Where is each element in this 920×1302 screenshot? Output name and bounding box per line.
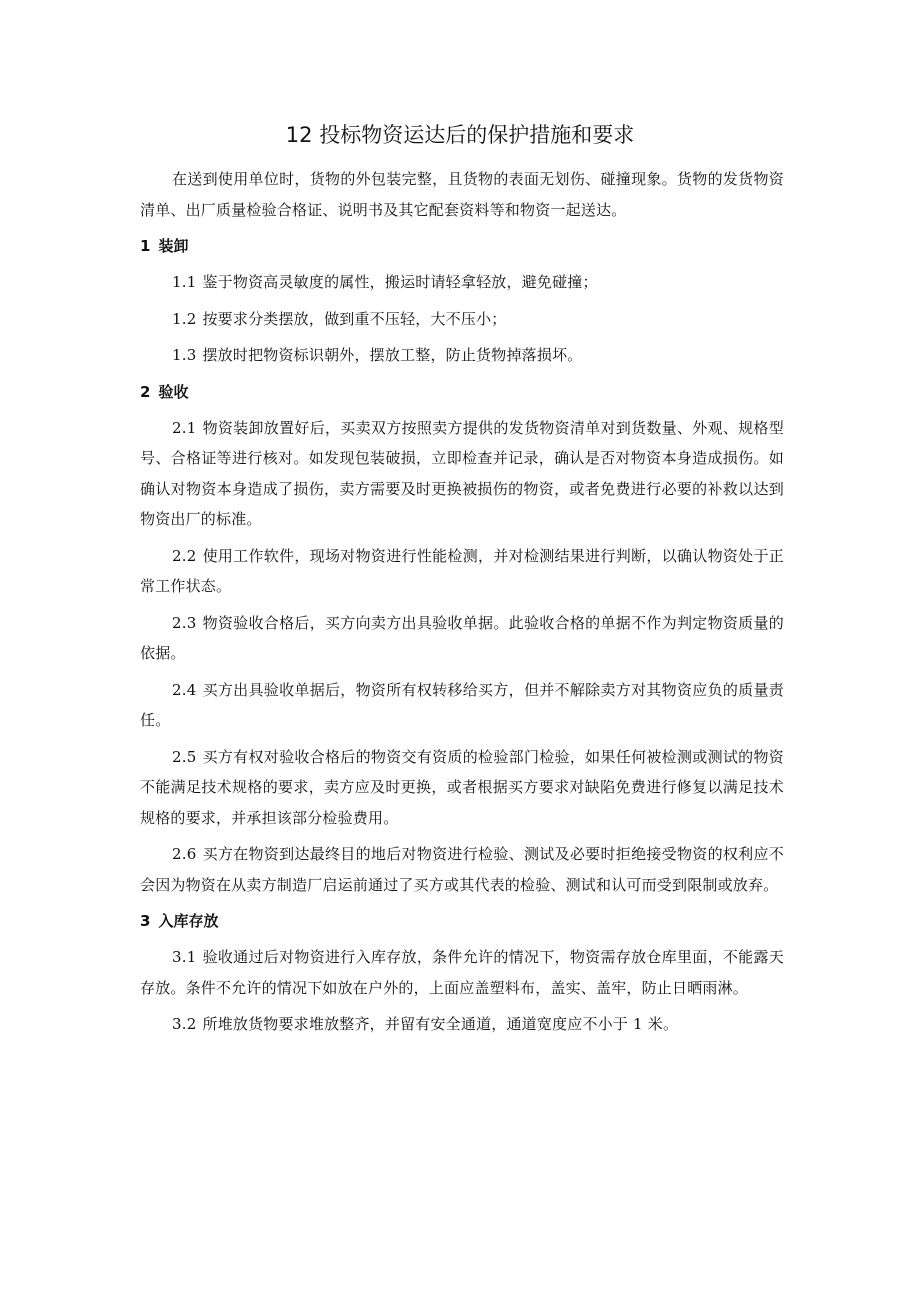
clause-3-2 bbox=[140, 1009, 784, 1040]
section-number: 3 bbox=[140, 912, 151, 930]
clause-text: 所堆放货物要求堆放整齐，并留有安全通道，通道宽度应不小于 1 米。 bbox=[202, 1015, 679, 1033]
clause-number: 3.2 bbox=[172, 1015, 197, 1033]
intro-paragraph: 在送到使用单位时，货物的外包装完整，且货物的表面无划伤、碰撞现象。货物的发货物资清单、出厂质量检验合格证、说明书及其它配套资料等和物资一起送达。 bbox=[140, 170, 784, 219]
section-heading-2 bbox=[140, 377, 784, 407]
clause-3-1 bbox=[140, 942, 784, 1003]
clause-number: 2.4 bbox=[172, 680, 197, 699]
clause-2-3 bbox=[140, 608, 784, 669]
document-body bbox=[140, 164, 784, 1046]
clause-number: 1.3 bbox=[172, 346, 197, 364]
clause-text: 鉴于物资高灵敏度的属性，搬运时请轻拿轻放，避免碰撞； bbox=[202, 273, 598, 291]
section-title: 入库存放 bbox=[158, 912, 219, 930]
clause-1-3 bbox=[140, 340, 784, 371]
section-heading-3 bbox=[140, 906, 784, 936]
document-title: 12 投标物资运达后的保护措施和要求 bbox=[285, 123, 635, 147]
clause-text: 按要求分类摆放，做到重不压轻，大不压小； bbox=[202, 309, 507, 328]
clause-2-4 bbox=[140, 675, 784, 736]
clause-1-2 bbox=[140, 304, 784, 335]
section-title: 装卸 bbox=[158, 237, 189, 255]
clause-number: 1.1 bbox=[172, 273, 197, 291]
clause-text: 使用工作软件，现场对物资进行性能检测，并对检测结果进行判断，以确认物资处于正常工作状态。 bbox=[140, 546, 784, 595]
clause-text: 买方出具验收单据后，物资所有权转移给买方，但并不解除卖方对其物资应负的质量责任。 bbox=[140, 680, 784, 729]
section-title: 验收 bbox=[158, 382, 189, 401]
clause-text: 摆放时把物资标识朝外，摆放工整，防止货物掉落损坏。 bbox=[202, 346, 583, 364]
clause-number: 2.5 bbox=[172, 747, 197, 766]
section-heading-1 bbox=[140, 231, 784, 261]
clause-2-5 bbox=[140, 742, 784, 834]
clause-1-1 bbox=[140, 267, 784, 298]
clause-number: 2.2 bbox=[172, 546, 197, 565]
clause-text: 物资装卸放置好后，买卖双方按照卖方提供的发货物资清单对到货数量、外观、规格型号、合格证等进行核对。如发现包装破损，立即检查并记录，确认是否对物资本身造成损伤。如确认对物资本身造成了损伤，卖方需要及时更换被损伤的物资，或者免费进行必要的补救以达到物资出厂的标准。 bbox=[140, 418, 784, 528]
clause-number: 1.2 bbox=[172, 309, 197, 328]
clause-2-1 bbox=[140, 413, 784, 535]
clause-text: 买方在物资到达最终目的地后对物资进行检验、测试及必要时拒绝接受物资的权利应不会因为物资在从卖方制造厂启运前通过了买方或其代表的检验、测试和认可而受到限制或放弃。 bbox=[140, 845, 784, 894]
clause-number: 2.6 bbox=[172, 845, 197, 863]
section-number: 1 bbox=[140, 237, 151, 255]
clause-number: 2.1 bbox=[172, 418, 197, 437]
clause-text: 验收通过后对物资进行入库存放，条件允许的情况下，物资需存放仓库里面，不能露天存放。条件不允许的情况下如放在户外的，上面应盖塑料布，盖实、盖牢，防止日晒雨淋。 bbox=[140, 948, 784, 997]
clause-number: 2.3 bbox=[172, 613, 197, 632]
clause-text: 物资验收合格后，买方向卖方出具验收单据。此验收合格的单据不作为判定物资质量的依据。 bbox=[140, 613, 784, 662]
clause-2-6 bbox=[140, 839, 784, 900]
clause-text: 买方有权对验收合格后的物资交有资质的检验部门检验，如果任何被检测或测试的物资不能满足技术规格的要求，卖方应及时更换，或者根据买方要求对缺陷免费进行修复以满足技术规格的要求，并承担该部分检验费用。 bbox=[140, 747, 784, 827]
clause-number: 3.1 bbox=[172, 948, 197, 966]
section-number: 2 bbox=[140, 382, 151, 401]
clause-2-2 bbox=[140, 541, 784, 602]
